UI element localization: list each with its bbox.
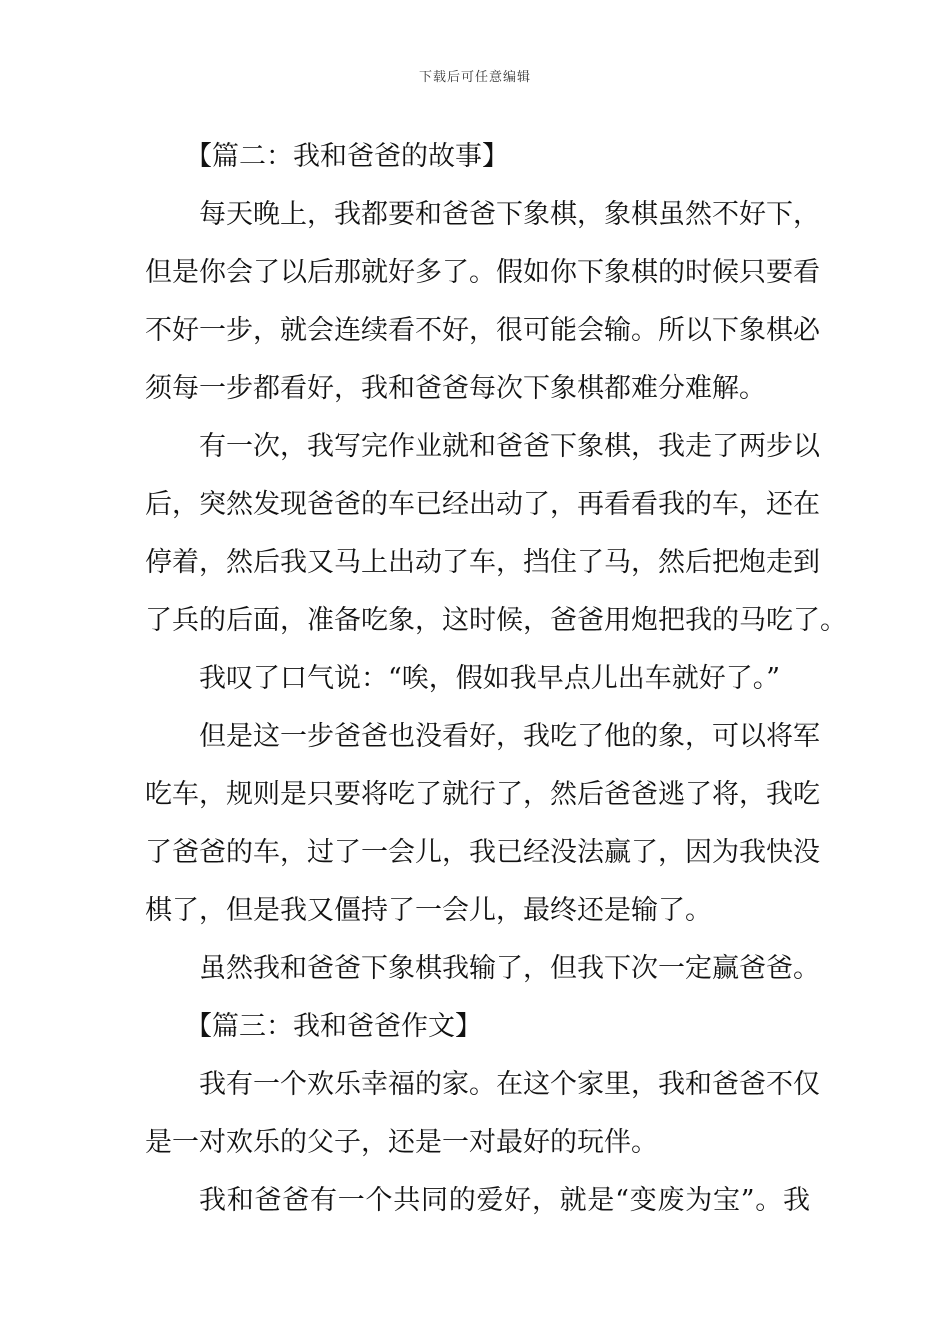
paragraph-line: 是一对欢乐的父子，还是一对最好的玩伴。 xyxy=(145,1127,658,1158)
page-header: 下载后可任意编辑 xyxy=(418,70,531,85)
document-body xyxy=(145,128,847,1230)
section-heading-3: 【篇三：我和爸爸作文】 xyxy=(185,1011,482,1042)
paragraph-line: 后，突然发现爸爸的车已经出动了，再看看我的车，还在 xyxy=(145,489,820,520)
paragraph-line: 每天晚上，我都要和爸爸下象棋，象棋虽然不好下， xyxy=(199,199,820,230)
paragraph-line: 吃车，规则是只要将吃了就行了，然后爸爸逃了将，我吃 xyxy=(145,779,820,810)
paragraph-line: 我和爸爸有一个共同的爱好，就是“变废为宝”。我 xyxy=(199,1185,810,1216)
paragraph-line: 我有一个欢乐幸福的家。在这个家里，我和爸爸不仅 xyxy=(199,1069,820,1100)
paragraph-line: 了爸爸的车，过了一会儿，我已经没法赢了，因为我快没 xyxy=(145,837,820,868)
paragraph-line: 棋了，但是我又僵持了一会儿，最终还是输了。 xyxy=(145,895,712,926)
paragraph-line: 不好一步，就会连续看不好，很可能会输。所以下象棋必 xyxy=(145,315,820,346)
paragraph-line: 有一次，我写完作业就和爸爸下象棋，我走了两步以 xyxy=(199,431,820,462)
paragraph-line: 我叹了口气说：“唉，假如我早点儿出车就好了。” xyxy=(199,663,781,694)
section-heading-2: 【篇二：我和爸爸的故事】 xyxy=(185,141,509,172)
paragraph-line: 但是你会了以后那就好多了。假如你下象棋的时候只要看 xyxy=(145,257,820,288)
paragraph-line: 了兵的后面，准备吃象，这时候，爸爸用炮把我的马吃了。 xyxy=(145,605,847,636)
paragraph-line: 须每一步都看好，我和爸爸每次下象棋都难分难解。 xyxy=(145,373,766,404)
paragraph-line: 停着，然后我又马上出动了车，挡住了马，然后把炮走到 xyxy=(145,547,820,578)
paragraph-line: 虽然我和爸爸下象棋我输了，但我下次一定赢爸爸。 xyxy=(199,953,820,984)
paragraph-line: 但是这一步爸爸也没看好，我吃了他的象，可以将军 xyxy=(199,721,820,752)
